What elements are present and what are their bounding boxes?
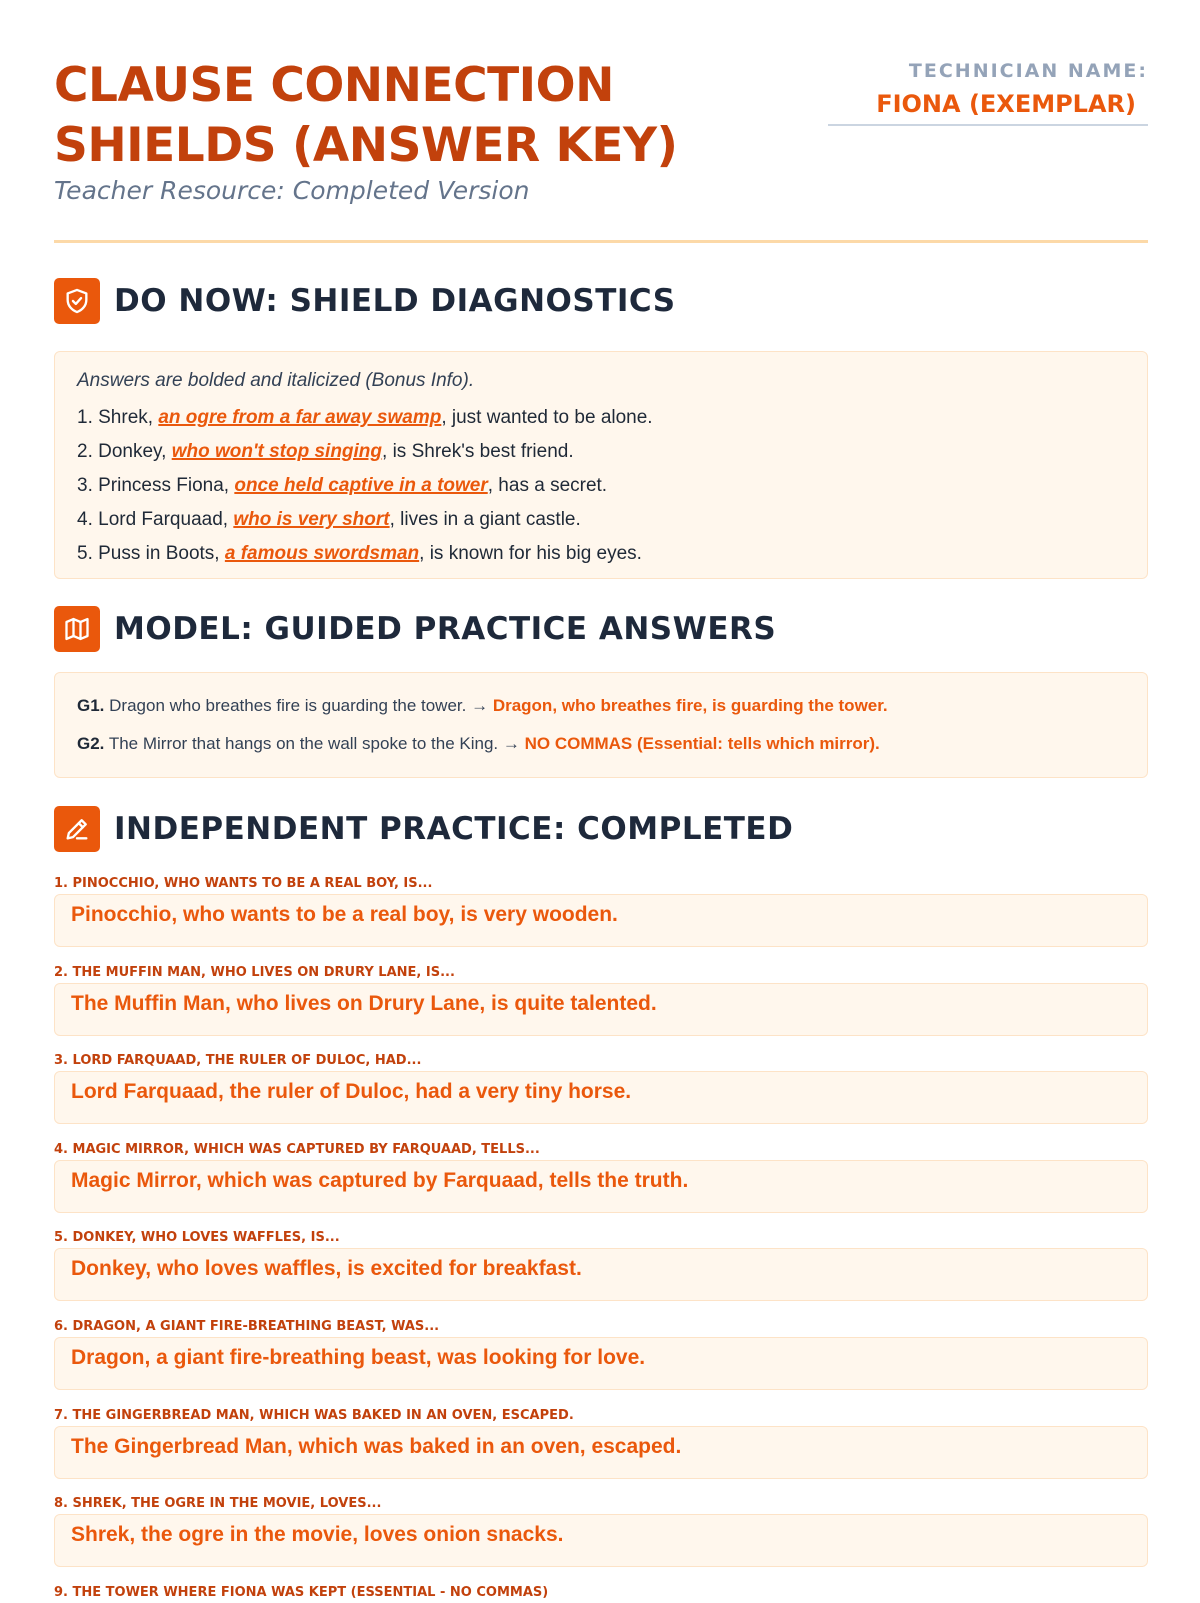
model-heading (54, 606, 776, 652)
do-now-item: 1. Shrek, an ogre from a far away swamp, just wanted to be alone. (77, 407, 653, 428)
page-header (54, 56, 1148, 236)
practice-item (54, 963, 1148, 1036)
practice-answer: The Muffin Man, who lives on Drury Lane, is quite talented. (54, 983, 1148, 1036)
model-title: MODEL: GUIDED PRACTICE ANSWERS (114, 611, 777, 647)
practice-prompt: 2. THE MUFFIN MAN, WHO LIVES ON DRURY LANE, IS... (54, 965, 455, 980)
practice-item (54, 1051, 1148, 1124)
practice-answer: Magic Mirror, which was captured by Farquaad, tells the truth. (54, 1160, 1148, 1213)
shield-check-icon (54, 278, 100, 324)
technician-field (828, 60, 1148, 126)
do-now-title: DO NOW: SHIELD DIAGNOSTICS (114, 283, 676, 319)
model-box (54, 672, 1148, 778)
title-line-1: CLAUSE CONNECTION (54, 58, 614, 113)
title-line-2: SHIELDS (ANSWER KEY) (54, 118, 678, 173)
practice-prompt: 3. LORD FARQUAAD, THE RULER OF DULOC, HAD... (54, 1053, 422, 1068)
pencil-icon (54, 806, 100, 852)
practice-item (54, 1228, 1148, 1301)
independent-heading (54, 806, 793, 852)
worksheet-page (54, 0, 1148, 1600)
do-now-item: 5. Puss in Boots, a famous swordsman, is known for his big eyes. (77, 543, 642, 564)
independent-title: INDEPENDENT PRACTICE: COMPLETED (114, 811, 794, 847)
practice-item (54, 1494, 1148, 1567)
practice-item (54, 1406, 1148, 1479)
do-now-item: 2. Donkey, who won't stop singing, is Shrek's best friend. (77, 441, 574, 462)
practice-answer: Shrek, the ogre in the movie, loves onion snacks. (54, 1514, 1148, 1567)
do-now-item: 4. Lord Farquaad, who is very short, lives in a giant castle. (77, 509, 581, 530)
technician-name-value: FIONA (EXEMPLAR) (828, 90, 1148, 126)
practice-answer: The Gingerbread Man, which was baked in an oven, escaped. (54, 1426, 1148, 1479)
page-subtitle: Teacher Resource: Completed Version (54, 176, 530, 205)
practice-prompt: 9. THE TOWER WHERE FIONA WAS KEPT (ESSENTIAL - NO COMMAS) (54, 1585, 549, 1600)
practice-prompt: 4. MAGIC MIRROR, WHICH WAS CAPTURED BY FARQUAAD, TELLS... (54, 1142, 540, 1157)
answer-key-note: Answers are bolded and italicized (Bonus Info). (77, 370, 475, 391)
do-now-item: 3. Princess Fiona, once held captive in a tower, has a secret. (77, 475, 608, 496)
do-now-answer: who won't stop singing (171, 441, 383, 462)
guided-answer: Dragon, who breathes fire, is guarding the tower. (492, 696, 888, 715)
practice-prompt: 7. THE GINGERBREAD MAN, WHICH WAS BAKED IN AN OVEN, ESCAPED. (54, 1408, 574, 1423)
map-icon (54, 606, 100, 652)
practice-answer: Donkey, who loves waffles, is excited for breakfast. (54, 1248, 1148, 1301)
practice-prompt: 8. SHREK, THE OGRE IN THE MOVIE, LOVES... (54, 1496, 382, 1511)
guided-item: G2. The Mirror that hangs on the wall spoke to the King. → NO COMMAS (Essential: tells which mirror). (77, 734, 880, 753)
practice-prompt: 5. DONKEY, WHO LOVES WAFFLES, IS... (54, 1230, 340, 1245)
practice-item (54, 874, 1148, 947)
practice-item (54, 1140, 1148, 1213)
practice-answer: Dragon, a giant fire-breathing beast, was looking for love. (54, 1337, 1148, 1390)
do-now-answer: once held captive in a tower (234, 475, 488, 496)
practice-item (54, 1317, 1148, 1390)
practice-item (54, 1583, 1148, 1603)
do-now-answer: who is very short (233, 509, 390, 530)
do-now-answer: an ogre from a far away swamp (158, 407, 442, 428)
technician-label: TECHNICIAN NAME: (908, 60, 1148, 82)
do-now-heading (54, 278, 676, 324)
guided-answer: NO COMMAS (Essential: tells which mirror). (524, 734, 880, 753)
page-title (54, 56, 678, 176)
guided-item: G1. Dragon who breathes fire is guarding the tower. → Dragon, who breathes fire, is guarding the tower. (77, 696, 888, 715)
practice-prompt: 1. PINOCCHIO, WHO WANTS TO BE A REAL BOY, IS... (54, 876, 433, 891)
do-now-box (54, 351, 1148, 579)
practice-prompt: 6. DRAGON, A GIANT FIRE-BREATHING BEAST, WAS... (54, 1319, 440, 1334)
practice-answer: Pinocchio, who wants to be a real boy, is very wooden. (54, 894, 1148, 947)
do-now-answer: a famous swordsman (224, 543, 420, 564)
practice-answer: Lord Farquaad, the ruler of Duloc, had a very tiny horse. (54, 1071, 1148, 1124)
header-divider (54, 240, 1148, 243)
